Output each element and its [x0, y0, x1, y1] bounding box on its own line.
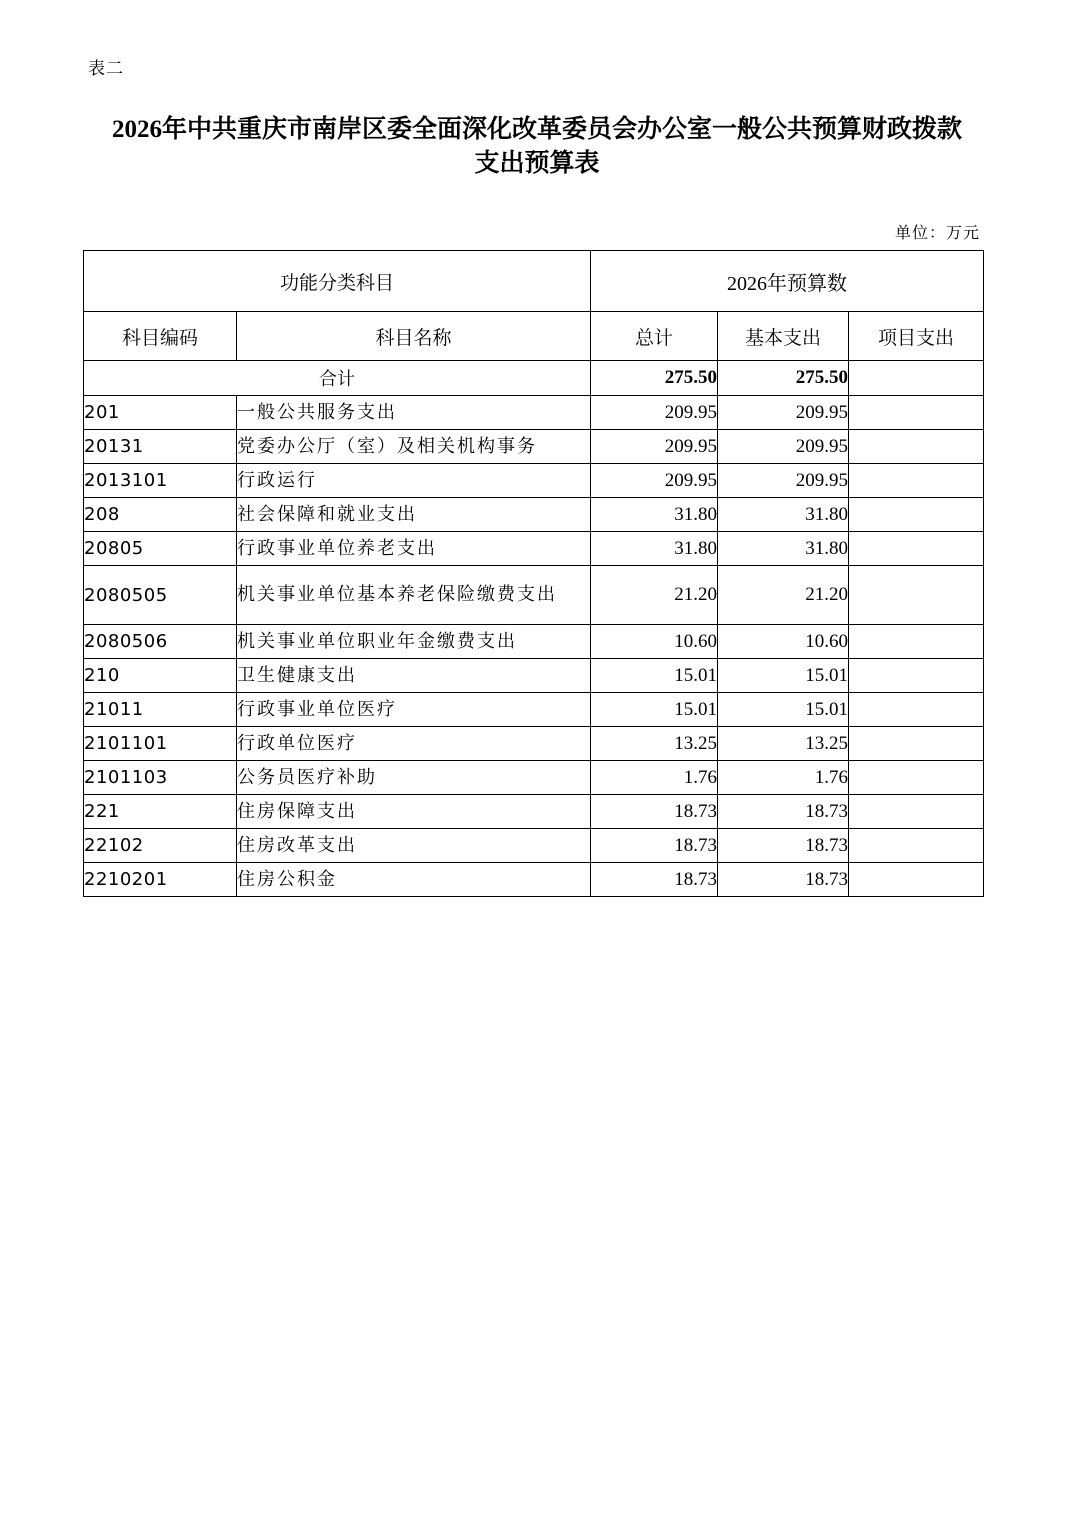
row-code: 208 — [84, 498, 237, 532]
row-project — [849, 498, 984, 532]
row-code: 20131 — [84, 430, 237, 464]
row-total: 18.73 — [591, 795, 718, 829]
row-total: 13.25 — [591, 727, 718, 761]
row-basic: 10.60 — [718, 625, 849, 659]
row-name: 一般公共服务支出 — [237, 396, 591, 430]
total-label: 合计 — [84, 361, 591, 396]
table-row — [84, 464, 984, 498]
row-total: 15.01 — [591, 659, 718, 693]
header-budget-year: 2026年预算数 — [591, 251, 984, 312]
row-name: 机关事业单位基本养老保险缴费支出 — [237, 566, 591, 625]
table-row — [84, 693, 984, 727]
row-project — [849, 693, 984, 727]
row-total: 18.73 — [591, 863, 718, 897]
header-total: 总计 — [591, 312, 718, 361]
row-code: 201 — [84, 396, 237, 430]
row-total: 1.76 — [591, 761, 718, 795]
header-code: 科目编码 — [84, 312, 237, 361]
row-basic: 209.95 — [718, 430, 849, 464]
row-name: 公务员医疗补助 — [237, 761, 591, 795]
row-total: 209.95 — [591, 396, 718, 430]
total-row — [84, 361, 984, 396]
row-project — [849, 625, 984, 659]
page-title — [60, 113, 1014, 181]
header-name: 科目名称 — [237, 312, 591, 361]
row-code: 20805 — [84, 532, 237, 566]
row-name: 行政事业单位医疗 — [237, 693, 591, 727]
row-name: 党委办公厅（室）及相关机构事务 — [237, 430, 591, 464]
row-project — [849, 761, 984, 795]
row-code: 22102 — [84, 829, 237, 863]
table-row — [84, 396, 984, 430]
row-code: 2080506 — [84, 625, 237, 659]
budget-table — [83, 250, 984, 897]
row-total: 15.01 — [591, 693, 718, 727]
row-code: 2080505 — [84, 566, 237, 625]
row-basic: 15.01 — [718, 659, 849, 693]
row-total: 209.95 — [591, 430, 718, 464]
row-total: 209.95 — [591, 464, 718, 498]
row-name: 住房公积金 — [237, 863, 591, 897]
row-code: 2101103 — [84, 761, 237, 795]
row-name: 机关事业单位职业年金缴费支出 — [237, 625, 591, 659]
row-project — [849, 795, 984, 829]
row-basic: 209.95 — [718, 464, 849, 498]
row-name: 住房改革支出 — [237, 829, 591, 863]
header-basic: 基本支出 — [718, 312, 849, 361]
row-project — [849, 829, 984, 863]
row-total: 18.73 — [591, 829, 718, 863]
row-project — [849, 727, 984, 761]
row-basic: 18.73 — [718, 829, 849, 863]
row-project — [849, 430, 984, 464]
row-total: 31.80 — [591, 498, 718, 532]
row-basic: 21.20 — [718, 566, 849, 625]
row-code: 210 — [84, 659, 237, 693]
table-row — [84, 761, 984, 795]
total-total: 275.50 — [591, 361, 718, 396]
table-row — [84, 829, 984, 863]
table-row — [84, 498, 984, 532]
unit-label: 单位：万元 — [894, 223, 980, 242]
row-total: 10.60 — [591, 625, 718, 659]
row-code: 2101101 — [84, 727, 237, 761]
row-code: 21011 — [84, 693, 237, 727]
row-basic: 13.25 — [718, 727, 849, 761]
row-basic: 18.73 — [718, 863, 849, 897]
title-line-2: 支出预算表 — [474, 150, 600, 177]
header-row-2 — [84, 312, 984, 361]
row-name: 社会保障和就业支出 — [237, 498, 591, 532]
row-basic: 209.95 — [718, 396, 849, 430]
header-row-1 — [84, 251, 984, 312]
row-project — [849, 659, 984, 693]
row-basic: 31.80 — [718, 498, 849, 532]
row-code: 221 — [84, 795, 237, 829]
table-row — [84, 532, 984, 566]
table-row — [84, 795, 984, 829]
row-name: 卫生健康支出 — [237, 659, 591, 693]
row-name: 行政事业单位养老支出 — [237, 532, 591, 566]
row-name: 行政运行 — [237, 464, 591, 498]
row-code: 2210201 — [84, 863, 237, 897]
row-code: 2013101 — [84, 464, 237, 498]
row-basic: 1.76 — [718, 761, 849, 795]
row-name: 行政单位医疗 — [237, 727, 591, 761]
row-basic: 15.01 — [718, 693, 849, 727]
row-basic: 31.80 — [718, 532, 849, 566]
table-row — [84, 625, 984, 659]
header-category: 功能分类科目 — [84, 251, 591, 312]
table-row — [84, 430, 984, 464]
row-name: 住房保障支出 — [237, 795, 591, 829]
row-project — [849, 464, 984, 498]
row-basic: 18.73 — [718, 795, 849, 829]
row-total: 21.20 — [591, 566, 718, 625]
document-label: 表二 — [88, 59, 124, 79]
row-total: 31.80 — [591, 532, 718, 566]
total-project — [849, 361, 984, 396]
title-line-1: 2026年中共重庆市南岸区委全面深化改革委员会办公室一般公共预算财政拨款 — [111, 116, 962, 143]
row-project — [849, 566, 984, 625]
row-project — [849, 396, 984, 430]
table-row — [84, 863, 984, 897]
row-project — [849, 863, 984, 897]
total-basic: 275.50 — [718, 361, 849, 396]
header-project: 项目支出 — [849, 312, 984, 361]
table-row — [84, 566, 984, 625]
table-row — [84, 727, 984, 761]
table-row — [84, 659, 984, 693]
row-project — [849, 532, 984, 566]
